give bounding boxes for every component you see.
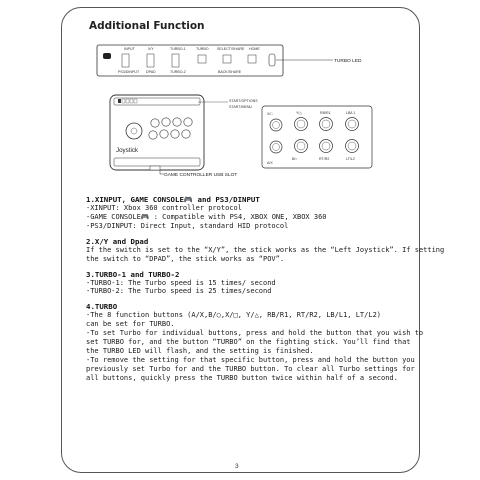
button-label-lt: LT/L2 <box>346 157 355 161</box>
button-y[interactable] <box>295 118 308 131</box>
button-x[interactable] <box>270 119 282 131</box>
stick-base-strip <box>114 158 200 166</box>
section-3-line: -TURBO-2: The Turbo speed is 25 times/second <box>86 287 272 296</box>
section-4-line: all buttons, quickly press the TURBO button twice within half of a second. <box>86 373 398 382</box>
label-select-share: SELECT/SHARE <box>217 47 245 51</box>
mini-buttons <box>118 99 137 103</box>
button-label-a: A/X <box>267 161 273 165</box>
section-4-line: -The 8 function buttons (A/X,B/○,X/□, Y/△, RB/R1, RT/R2, LB/L1, LT/L2) <box>86 311 382 320</box>
section-1-line: -PS3/DINPUT: Direct Input, standard HID protocol <box>86 221 289 230</box>
button-label-rt: RT/R2 <box>319 157 330 161</box>
section-1-line: -GAME CONSOLE🎮 : Compatible with PS4, XBOX ONE, XBOX 360 <box>86 212 327 221</box>
section-2-line: the switch to “DPAD”, the stick works as “POV”. <box>86 254 285 263</box>
label-ps3-dinput: PS3/DINPUT <box>118 70 140 74</box>
section-1-line: -XINPUT: Xbox 360 controller protocol <box>86 204 242 212</box>
page-title: Additional Function <box>89 20 205 32</box>
button-label-x: X/□ <box>267 112 273 116</box>
button-rb[interactable] <box>320 118 333 131</box>
arcade-stick-diagram <box>90 38 390 193</box>
section-4-line: -To set Turbo for individual buttons, press and hold the button that you wish to <box>86 329 424 338</box>
button-label-b: B/○ <box>292 157 298 161</box>
page-number: 3 <box>235 463 239 470</box>
label-dpad: DPAD <box>146 70 156 74</box>
joystick-label: Joystick <box>116 147 139 154</box>
usb-slot <box>150 166 160 170</box>
label-back-share: BACK/SHARE <box>218 70 242 74</box>
button-label-lb: LB/L1 <box>346 111 356 115</box>
button-label-y: Y/△ <box>296 111 303 115</box>
button-lb[interactable] <box>346 118 359 131</box>
start-options-label: START/OPTIONS <box>229 99 258 103</box>
button-rt[interactable] <box>320 140 333 153</box>
section-heading-4: 4.TURBO <box>86 302 118 312</box>
label-turbo: TURBO <box>196 47 209 51</box>
joystick-ball-inner <box>131 128 137 134</box>
home-button[interactable] <box>248 55 256 63</box>
section-3-line: -TURBO-1: The Turbo speed is 15 times/ second <box>86 278 276 287</box>
section-heading-2: 2.X/Y and Dpad <box>86 236 149 246</box>
section-4-line: -To remove the setting for that specific button, press and hold the button you <box>86 355 415 364</box>
button-label-rb: RB/R1 <box>320 111 331 115</box>
button-lt[interactable] <box>346 140 359 153</box>
turbo-led-label: TURBO LED <box>334 59 362 64</box>
instructions <box>86 195 445 383</box>
gamepad-icon <box>103 53 111 59</box>
input-switch[interactable] <box>122 54 129 67</box>
select-share-button[interactable] <box>223 55 231 63</box>
turbo-button[interactable] <box>198 55 206 63</box>
turbo-led-indicator <box>269 54 275 66</box>
button-b[interactable] <box>295 140 308 153</box>
xy-switch[interactable] <box>147 54 154 67</box>
start-menu-label: START/MENU <box>229 105 253 109</box>
button-a[interactable] <box>270 141 282 153</box>
label-turbo1: TURBO-1 <box>170 47 186 51</box>
label-input: INPUT <box>124 47 135 51</box>
label-home: HOME <box>249 47 260 51</box>
button-panel <box>262 106 372 168</box>
label-turbo2: TURBO-2 <box>170 70 186 74</box>
section-2-line: If the switch is set to the “X/Y”, the stick works as the “Left Joystick”. If setting <box>86 245 445 254</box>
section-heading-3: 3.TURBO-1 and TURBO-2 <box>86 269 180 279</box>
section-4-line: can be set for TURBO. <box>86 320 175 329</box>
turbo-mode-switch[interactable] <box>172 54 179 67</box>
section-heading-1: 1.XINPUT, GAME CONSOLE🎮 and PS3/DINPUT <box>86 195 260 204</box>
section-4-line: previously set Turbo for and the TURBO button. To clear all Turbo settings for <box>86 364 415 373</box>
section-4-line: set TURBO for, and the button “TURBO” on the fighting stick. You’ll find that <box>86 338 411 347</box>
label-xy: X/Y <box>148 47 154 51</box>
section-4-line: the TURBO LED will flash, and the setting is finished. <box>86 346 314 355</box>
usb-slot-label: GAME CONTROLLER USB SLOT <box>164 173 238 178</box>
